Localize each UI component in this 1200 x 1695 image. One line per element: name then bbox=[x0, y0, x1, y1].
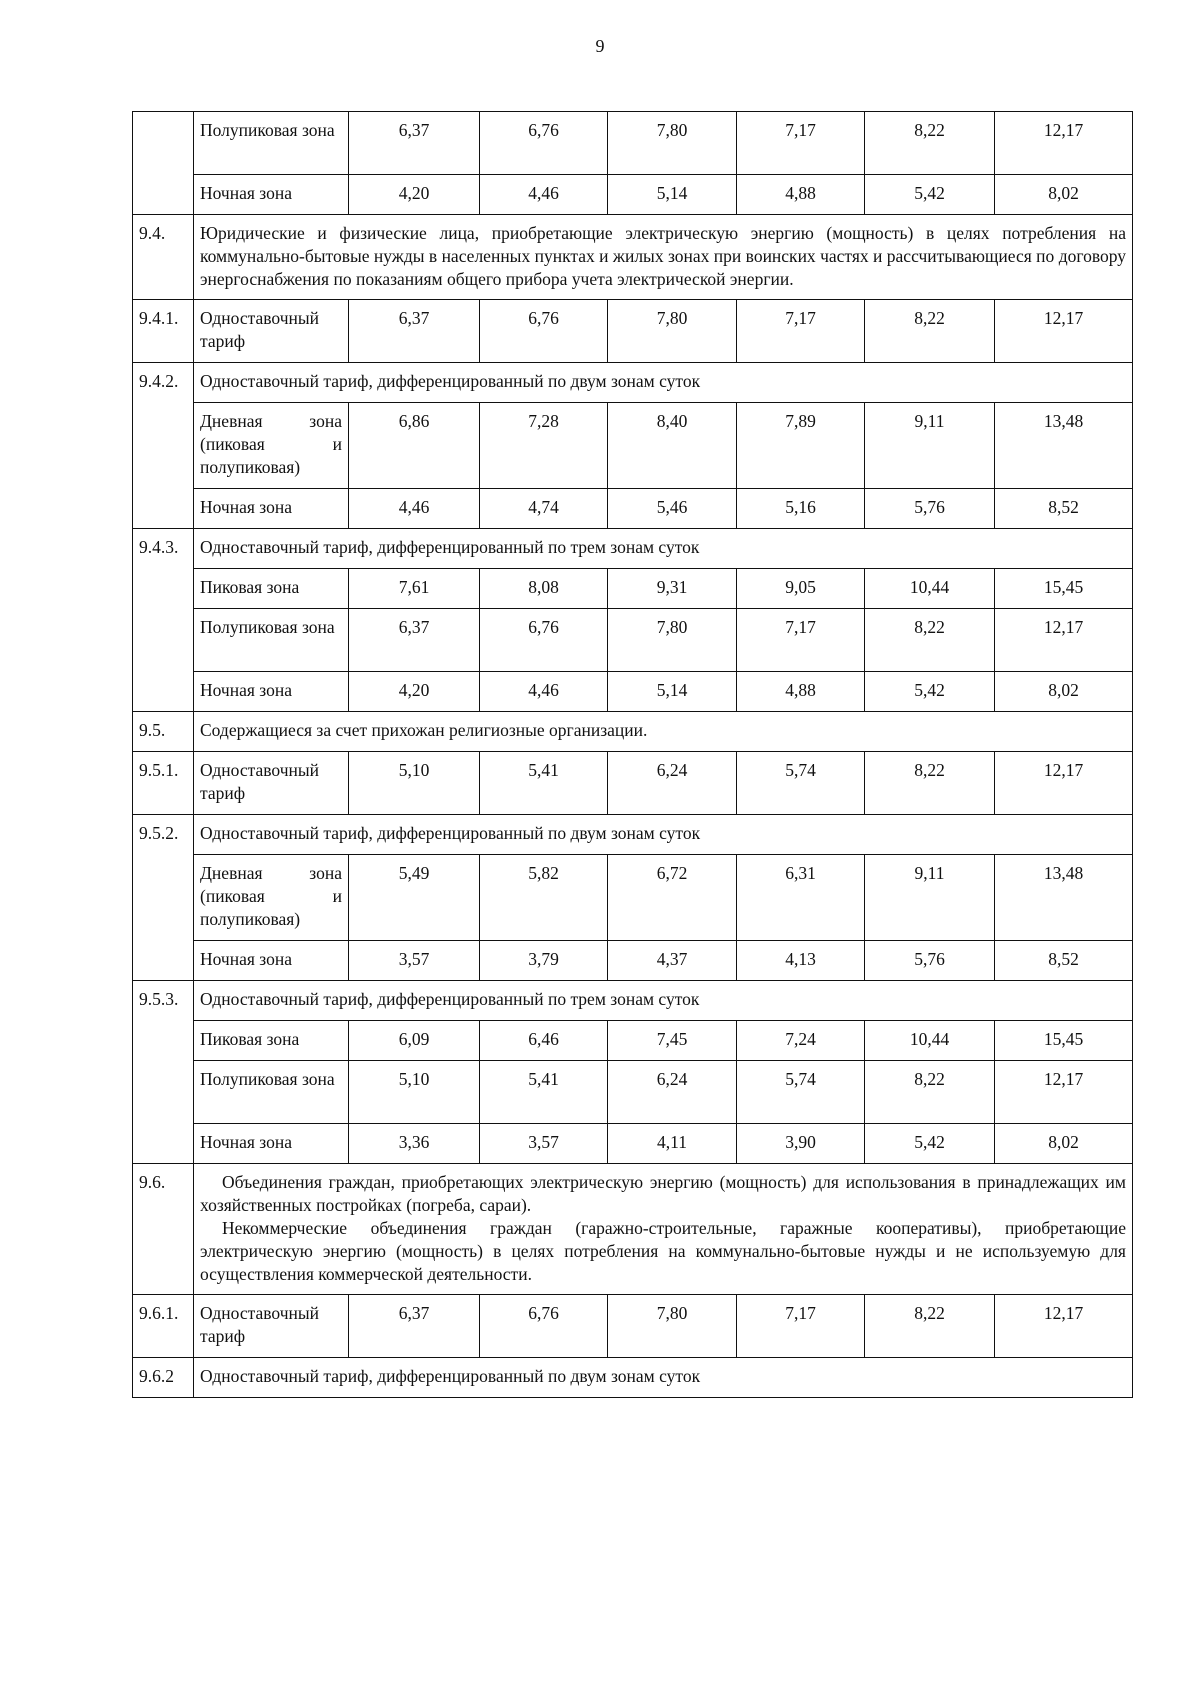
tariff-value: 5,74 bbox=[737, 752, 865, 815]
section-row bbox=[133, 215, 1133, 300]
tariff-value: 12,17 bbox=[995, 1295, 1133, 1358]
tariff-value: 8,02 bbox=[995, 1124, 1133, 1164]
tariff-value: 9,11 bbox=[865, 403, 995, 489]
tariff-value: 6,37 bbox=[349, 1295, 480, 1358]
tariff-value: 4,88 bbox=[737, 672, 865, 712]
section-row bbox=[133, 363, 1133, 403]
tariff-value: 4,11 bbox=[608, 1124, 737, 1164]
tariff-value: 3,36 bbox=[349, 1124, 480, 1164]
zone-label: Ночная зона bbox=[194, 489, 349, 529]
tariff-value: 9,05 bbox=[737, 569, 865, 609]
section-heading: Одноставочный тариф, дифференцированный по трем зонам суток bbox=[194, 981, 1133, 1021]
tariff-value: 5,42 bbox=[865, 672, 995, 712]
row-number: 9.6.2 bbox=[133, 1358, 194, 1398]
tariff-value: 8,22 bbox=[865, 1061, 995, 1124]
zone-label: Ночная зона bbox=[194, 1124, 349, 1164]
tariff-value: 8,52 bbox=[995, 489, 1133, 529]
section-row bbox=[133, 1164, 1133, 1295]
zone-label: Полупиковая зона bbox=[194, 609, 349, 672]
tariff-value: 6,76 bbox=[480, 112, 608, 175]
table-row bbox=[133, 1124, 1133, 1164]
tariff-value: 6,37 bbox=[349, 609, 480, 672]
tariff-value: 8,22 bbox=[865, 300, 995, 363]
section-heading: Одноставочный тариф, дифференцированный по трем зонам суток bbox=[194, 529, 1133, 569]
zone-label: Ночная зона bbox=[194, 941, 349, 981]
tariff-value: 12,17 bbox=[995, 112, 1133, 175]
row-number: 9.5.1. bbox=[133, 752, 194, 815]
tariff-value: 15,45 bbox=[995, 569, 1133, 609]
row-number: 9.6. bbox=[133, 1164, 194, 1295]
tariff-value: 5,10 bbox=[349, 1061, 480, 1124]
table-row bbox=[133, 300, 1133, 363]
section-heading: Одноставочный тариф, дифференцированный по двум зонам суток bbox=[194, 363, 1133, 403]
table-row bbox=[133, 489, 1133, 529]
tariff-value: 5,16 bbox=[737, 489, 865, 529]
table-row bbox=[133, 941, 1133, 981]
tariff-value: 4,88 bbox=[737, 175, 865, 215]
tariff-value: 5,82 bbox=[480, 855, 608, 941]
tariff-value: 8,22 bbox=[865, 752, 995, 815]
tariff-value: 3,57 bbox=[480, 1124, 608, 1164]
section-description: Юридические и физические лица, приобретающие электрическую энергию (мощность) в целях потребления на коммунально-бытовые нужды в населенных пунктах и жилых зонах при воинских частях и рассчитывающиеся по договору энергоснабжения по показаниям общего прибора учета электрической энергии. bbox=[194, 215, 1133, 300]
zone-label: Ночная зона bbox=[194, 672, 349, 712]
tariff-value: 8,02 bbox=[995, 672, 1133, 712]
tariff-value: 5,76 bbox=[865, 941, 995, 981]
tariff-value: 7,45 bbox=[608, 1021, 737, 1061]
tariff-value: 8,22 bbox=[865, 112, 995, 175]
tariff-value: 5,41 bbox=[480, 1061, 608, 1124]
tariff-value: 5,46 bbox=[608, 489, 737, 529]
tariff-value: 6,37 bbox=[349, 300, 480, 363]
tariff-value: 6,09 bbox=[349, 1021, 480, 1061]
tariff-value: 5,42 bbox=[865, 175, 995, 215]
page-number: 9 bbox=[595, 36, 605, 56]
zone-label: Дневная зона (пиковая и полупиковая) bbox=[194, 855, 349, 941]
tariff-value: 8,22 bbox=[865, 609, 995, 672]
tariff-value: 6,72 bbox=[608, 855, 737, 941]
tariff-value: 8,52 bbox=[995, 941, 1133, 981]
table-row bbox=[133, 403, 1133, 489]
description-paragraph: Некоммерческие объединения граждан (гаражно-строительные, гаражные кооперативы), приобретающие электрическую энергию (мощность) в целях потребления на коммунально-бытовые нужды и не используемую для осуществления коммерческой деятельности. bbox=[200, 1218, 1126, 1284]
tariff-value: 6,24 bbox=[608, 1061, 737, 1124]
description-paragraph: Объединения граждан, приобретающих электрическую энергию (мощность) для использования в принадлежащих им хозяйственных постройках (погреба, сараи). bbox=[200, 1172, 1126, 1215]
tariff-value: 6,31 bbox=[737, 855, 865, 941]
tariff-value: 6,46 bbox=[480, 1021, 608, 1061]
table-row bbox=[133, 609, 1133, 672]
tariff-value: 10,44 bbox=[865, 1021, 995, 1061]
tariff-value: 4,46 bbox=[349, 489, 480, 529]
tariff-value: 7,24 bbox=[737, 1021, 865, 1061]
tariff-value: 12,17 bbox=[995, 609, 1133, 672]
tariff-value: 8,22 bbox=[865, 1295, 995, 1358]
tariff-value: 5,14 bbox=[608, 672, 737, 712]
tariff-table bbox=[132, 111, 1133, 1398]
section-row bbox=[133, 529, 1133, 569]
row-number: 9.4.2. bbox=[133, 363, 194, 529]
tariff-value: 4,37 bbox=[608, 941, 737, 981]
row-number: 9.4. bbox=[133, 215, 194, 300]
section-row bbox=[133, 712, 1133, 752]
tariff-value: 4,46 bbox=[480, 672, 608, 712]
tariff-value: 10,44 bbox=[865, 569, 995, 609]
tariff-value: 7,17 bbox=[737, 609, 865, 672]
tariff-label: Одноставочный тариф bbox=[194, 752, 349, 815]
tariff-value: 7,61 bbox=[349, 569, 480, 609]
tariff-value: 3,90 bbox=[737, 1124, 865, 1164]
section-heading: Одноставочный тариф, дифференцированный по двум зонам суток bbox=[194, 815, 1133, 855]
row-number bbox=[133, 112, 194, 215]
table-row bbox=[133, 1061, 1133, 1124]
zone-label: Полупиковая зона bbox=[194, 1061, 349, 1124]
zone-label: Ночная зона bbox=[194, 175, 349, 215]
tariff-value: 15,45 bbox=[995, 1021, 1133, 1061]
zone-label: Полупиковая зона bbox=[194, 112, 349, 175]
zone-label: Пиковая зона bbox=[194, 569, 349, 609]
tariff-value: 9,31 bbox=[608, 569, 737, 609]
tariff-value: 5,41 bbox=[480, 752, 608, 815]
tariff-value: 3,57 bbox=[349, 941, 480, 981]
tariff-value: 5,10 bbox=[349, 752, 480, 815]
table-row bbox=[133, 672, 1133, 712]
tariff-value: 7,28 bbox=[480, 403, 608, 489]
tariff-value: 6,76 bbox=[480, 300, 608, 363]
tariff-label: Одноставочный тариф bbox=[194, 1295, 349, 1358]
tariff-value: 4,46 bbox=[480, 175, 608, 215]
section-row bbox=[133, 1358, 1133, 1398]
tariff-value: 6,24 bbox=[608, 752, 737, 815]
tariff-value: 8,40 bbox=[608, 403, 737, 489]
section-heading: Одноставочный тариф, дифференцированный по двум зонам суток bbox=[194, 1358, 1133, 1398]
tariff-value: 7,80 bbox=[608, 300, 737, 363]
table-row bbox=[133, 112, 1133, 175]
tariff-value: 5,14 bbox=[608, 175, 737, 215]
table-row bbox=[133, 1295, 1133, 1358]
tariff-value: 13,48 bbox=[995, 855, 1133, 941]
tariff-value: 7,80 bbox=[608, 112, 737, 175]
tariff-value: 7,89 bbox=[737, 403, 865, 489]
tariff-value: 5,49 bbox=[349, 855, 480, 941]
tariff-value: 6,86 bbox=[349, 403, 480, 489]
tariff-value: 12,17 bbox=[995, 752, 1133, 815]
tariff-value: 5,42 bbox=[865, 1124, 995, 1164]
tariff-value: 6,76 bbox=[480, 1295, 608, 1358]
table-row bbox=[133, 752, 1133, 815]
table-row bbox=[133, 175, 1133, 215]
tariff-value: 9,11 bbox=[865, 855, 995, 941]
section-row bbox=[133, 981, 1133, 1021]
tariff-value: 12,17 bbox=[995, 1061, 1133, 1124]
row-number: 9.5.2. bbox=[133, 815, 194, 981]
tariff-value: 7,17 bbox=[737, 112, 865, 175]
tariff-value: 12,17 bbox=[995, 300, 1133, 363]
tariff-value: 4,13 bbox=[737, 941, 865, 981]
section-description: Содержащиеся за счет прихожан религиозные организации. bbox=[194, 712, 1133, 752]
section-description bbox=[194, 1164, 1133, 1295]
row-number: 9.5. bbox=[133, 712, 194, 752]
section-row bbox=[133, 815, 1133, 855]
tariff-value: 6,37 bbox=[349, 112, 480, 175]
tariff-value: 4,20 bbox=[349, 175, 480, 215]
tariff-value: 8,08 bbox=[480, 569, 608, 609]
row-number: 9.5.3. bbox=[133, 981, 194, 1164]
table-row bbox=[133, 855, 1133, 941]
row-number: 9.6.1. bbox=[133, 1295, 194, 1358]
tariff-value: 7,80 bbox=[608, 1295, 737, 1358]
tariff-value: 6,76 bbox=[480, 609, 608, 672]
tariff-value: 8,02 bbox=[995, 175, 1133, 215]
tariff-value: 4,20 bbox=[349, 672, 480, 712]
table-row bbox=[133, 569, 1133, 609]
zone-label: Пиковая зона bbox=[194, 1021, 349, 1061]
tariff-value: 7,17 bbox=[737, 300, 865, 363]
tariff-value: 5,76 bbox=[865, 489, 995, 529]
row-number: 9.4.1. bbox=[133, 300, 194, 363]
tariff-value: 3,79 bbox=[480, 941, 608, 981]
tariff-label: Одноставочный тариф bbox=[194, 300, 349, 363]
tariff-value: 4,74 bbox=[480, 489, 608, 529]
row-number: 9.4.3. bbox=[133, 529, 194, 712]
tariff-value: 13,48 bbox=[995, 403, 1133, 489]
tariff-value: 7,17 bbox=[737, 1295, 865, 1358]
table-row bbox=[133, 1021, 1133, 1061]
zone-label: Дневная зона (пиковая и полупиковая) bbox=[194, 403, 349, 489]
tariff-value: 7,80 bbox=[608, 609, 737, 672]
tariff-value: 5,74 bbox=[737, 1061, 865, 1124]
